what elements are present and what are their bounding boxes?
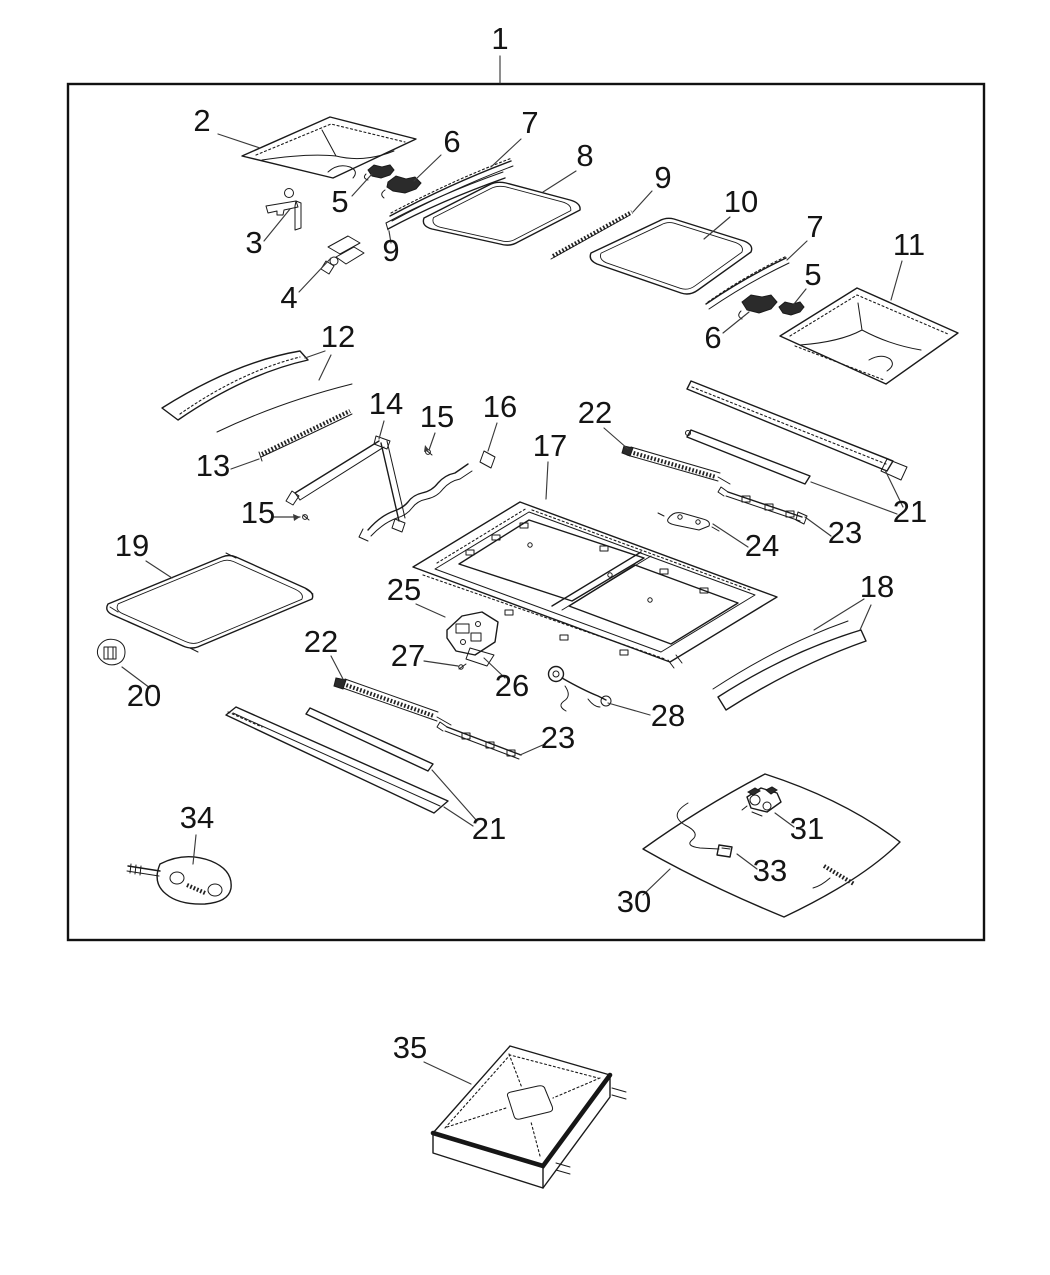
- svg-text:17: 17: [532, 428, 568, 463]
- callout-8: [543, 138, 594, 192]
- svg-text:31: 31: [789, 811, 825, 846]
- part-23-rail-right: [718, 487, 807, 524]
- callout-28: [608, 698, 685, 733]
- callout-5-right: [794, 257, 822, 304]
- svg-text:4: 4: [280, 280, 298, 315]
- svg-text:18: 18: [859, 569, 895, 604]
- callout-15-upper: [420, 399, 454, 452]
- svg-text:5: 5: [804, 257, 822, 292]
- part-22-rail-right: [622, 446, 730, 484]
- svg-text:25: 25: [386, 572, 422, 607]
- svg-text:7: 7: [806, 209, 824, 244]
- case-peg: [612, 1088, 626, 1099]
- part-16-drain-rail: [359, 451, 495, 541]
- part-20-clip: [97, 639, 125, 665]
- svg-text:28: 28: [650, 698, 686, 733]
- callout-9-center: [633, 160, 672, 212]
- svg-text:10: 10: [723, 184, 759, 219]
- callout-11: [891, 227, 925, 300]
- part-31-motor: [742, 787, 781, 816]
- callout-4: [280, 258, 331, 315]
- callout-12: [305, 319, 355, 380]
- callout-20: [122, 667, 161, 713]
- callout-18: [814, 569, 894, 630]
- svg-text:12: 12: [320, 319, 356, 354]
- svg-text:9: 9: [382, 233, 400, 268]
- svg-text:8: 8: [576, 138, 594, 173]
- part-33-wire-harness: [677, 803, 732, 857]
- svg-text:15: 15: [419, 399, 455, 434]
- svg-text:21: 21: [892, 494, 928, 529]
- callout-27: [391, 638, 458, 673]
- callout-5-left: [331, 174, 372, 219]
- svg-text:34: 34: [179, 800, 215, 835]
- svg-text:7: 7: [521, 105, 539, 140]
- callout-35: [393, 1030, 471, 1084]
- svg-text:23: 23: [540, 720, 576, 755]
- svg-text:15: 15: [240, 495, 276, 530]
- callout-31: [775, 811, 824, 846]
- callout-25: [387, 572, 445, 617]
- callout-15-lower: [241, 495, 300, 530]
- callout-33: [737, 853, 787, 888]
- svg-text:3: 3: [245, 225, 263, 260]
- callout-23-right: [805, 515, 862, 550]
- callout-16: [483, 389, 517, 451]
- callout-34: [180, 800, 214, 864]
- svg-text:22: 22: [303, 624, 339, 659]
- callout-26: [484, 658, 529, 703]
- part-21-strips-left: [226, 707, 448, 813]
- part-15-screw-lower: [303, 515, 309, 520]
- part-8-glass-seal-front: [423, 182, 580, 245]
- part-5-clip-right: [779, 302, 804, 315]
- part-18-finish-strip: [713, 621, 866, 710]
- part-13-strip: [217, 384, 352, 461]
- svg-text:35: 35: [392, 1030, 428, 1065]
- callouts: [115, 21, 927, 1084]
- svg-text:24: 24: [744, 528, 780, 563]
- svg-text:14: 14: [368, 386, 404, 421]
- part-19-frame-seal: [107, 553, 313, 652]
- callout-2: [193, 103, 260, 148]
- svg-text:6: 6: [443, 124, 461, 159]
- callout-1: [491, 21, 508, 83]
- part-4-bracket: [321, 236, 364, 274]
- callout-19: [115, 528, 172, 578]
- part-10-glass-seal-rear: [590, 218, 751, 294]
- callout-13: [196, 448, 259, 483]
- svg-text:5: 5: [331, 184, 349, 219]
- callout-23-left: [520, 720, 575, 755]
- svg-text:27: 27: [390, 638, 426, 673]
- svg-text:21: 21: [471, 811, 507, 846]
- svg-text:26: 26: [494, 668, 530, 703]
- callout-6-right: [704, 312, 749, 355]
- callout-22-left: [304, 624, 343, 679]
- callout-6-left: [414, 124, 461, 181]
- svg-text:16: 16: [482, 389, 518, 424]
- callout-17: [533, 428, 567, 499]
- svg-text:30: 30: [616, 884, 652, 919]
- svg-text:19: 19: [114, 528, 150, 563]
- part-27-screw: [459, 664, 466, 669]
- part-35-storage-case: [433, 1046, 626, 1188]
- callout-21-left: [432, 770, 506, 846]
- svg-text:23: 23: [827, 515, 863, 550]
- svg-text:33: 33: [752, 853, 788, 888]
- svg-text:2: 2: [193, 103, 211, 138]
- part-3-bracket: [266, 189, 301, 231]
- callout-7-left: [491, 105, 539, 167]
- svg-text:22: 22: [577, 395, 613, 430]
- svg-text:1: 1: [491, 21, 509, 56]
- callout-22-right: [578, 395, 628, 449]
- part-24-bracket: [658, 513, 719, 531]
- part-30-drain-hose: [643, 774, 900, 917]
- svg-text:11: 11: [892, 227, 926, 262]
- svg-text:6: 6: [704, 320, 722, 355]
- part-25-drive-mechanism: [447, 612, 498, 666]
- part-14-deflector-frame: [286, 436, 405, 532]
- callout-3: [245, 209, 290, 260]
- part-21-rails-right: [686, 381, 908, 484]
- svg-text:13: 13: [195, 448, 231, 483]
- callout-30: [617, 869, 670, 919]
- callout-24: [713, 524, 779, 563]
- part-23-rail-left: [437, 722, 521, 759]
- callout-7-right: [787, 209, 824, 260]
- part-11-deflector-panel: [780, 288, 958, 384]
- callout-9-left: [382, 231, 399, 268]
- svg-text:20: 20: [126, 678, 162, 713]
- part-34-crank-tool: [127, 857, 231, 904]
- part-17-frame-assembly: [413, 502, 780, 668]
- part-28-link-arm: [549, 667, 612, 712]
- part-12-bow-strip: [162, 351, 308, 420]
- part-22-rail-left: [334, 678, 451, 725]
- callout-14: [369, 386, 403, 439]
- svg-text:9: 9: [654, 160, 672, 195]
